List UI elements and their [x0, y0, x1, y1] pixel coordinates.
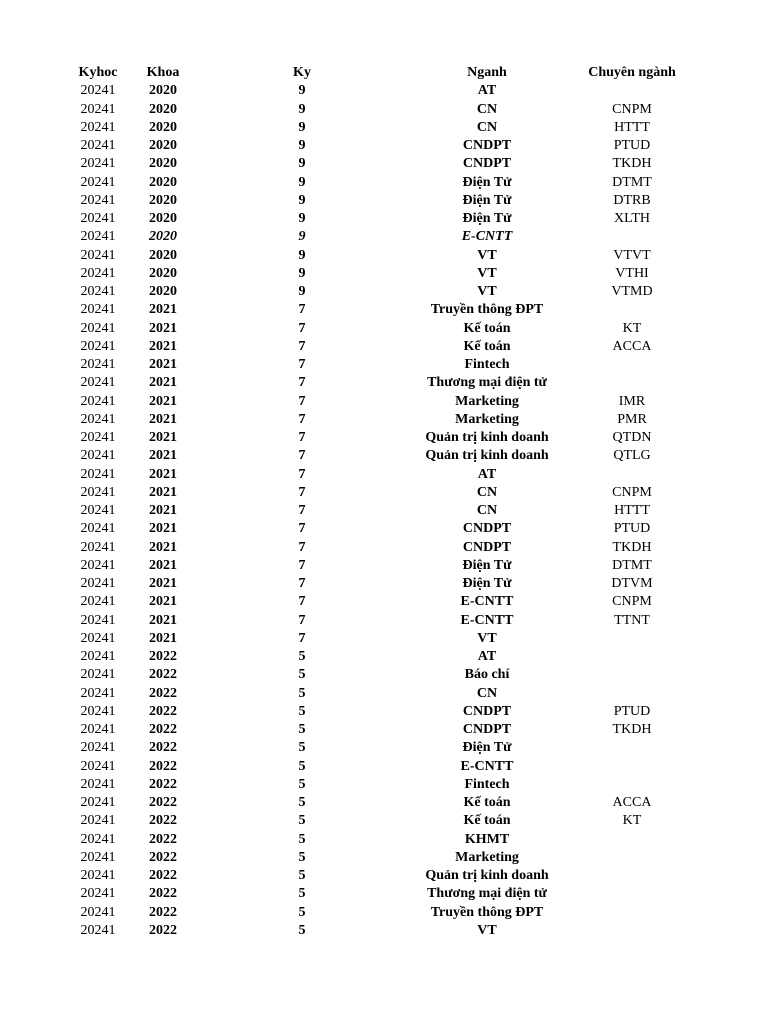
table-row [0, 758, 768, 776]
cell-ky: 9 [298, 284, 306, 299]
table-row [0, 502, 768, 520]
cell-nganh: CN [476, 503, 498, 518]
cell-ky: 9 [298, 211, 306, 226]
cell-ky: 5 [298, 868, 306, 883]
cell-khoa: 2021 [149, 612, 177, 628]
cell-ky: 5 [298, 813, 306, 829]
cell-kyhoc: 20241 [80, 411, 116, 427]
table-row [0, 776, 768, 794]
cell-ky: 5 [298, 831, 306, 847]
table-row [0, 612, 768, 630]
table-row [0, 849, 768, 867]
cell-chuyen-nganh: ACCA [612, 338, 652, 354]
cell-nganh: AT [477, 83, 497, 99]
cell-kyhoc: 20241 [80, 302, 116, 318]
table-row [0, 119, 768, 137]
cell-nganh: Báo chí [464, 667, 510, 683]
cell-kyhoc: 20241 [80, 922, 116, 938]
cell-chuyen-nganh: ACCA [612, 795, 652, 810]
cell-kyhoc: 20241 [80, 521, 116, 537]
cell-kyhoc: 20241 [80, 357, 116, 372]
cell-khoa: 2022 [149, 831, 177, 847]
cell-kyhoc: 20241 [80, 776, 116, 792]
cell-khoa: 2021 [149, 630, 177, 646]
cell-nganh: Điện Tử [462, 576, 512, 591]
cell-kyhoc: 20241 [80, 83, 116, 99]
cell-nganh: CNDPT [462, 521, 512, 537]
cell-khoa: 2020 [149, 229, 177, 245]
cell-nganh: CNDPT [462, 138, 512, 153]
cell-ky: 5 [298, 722, 306, 737]
cell-ky: 9 [298, 101, 306, 117]
cell-nganh: AT [477, 466, 497, 482]
cell-khoa: 2021 [149, 484, 177, 500]
table-row [0, 904, 768, 922]
cell-nganh: CN [476, 685, 498, 701]
cell-khoa: 2020 [149, 174, 177, 190]
table-row [0, 429, 768, 447]
cell-kyhoc: 20241 [80, 630, 116, 646]
cell-ky: 9 [298, 192, 306, 208]
cell-kyhoc: 20241 [80, 758, 116, 774]
cell-khoa: 2022 [149, 886, 177, 902]
cell-chuyen-nganh: TKDH [612, 539, 652, 555]
cell-khoa: 2020 [149, 247, 177, 263]
table-row [0, 356, 768, 374]
table-row [0, 466, 768, 484]
table-row [0, 867, 768, 885]
cell-chuyen-nganh: IMR [618, 393, 646, 409]
table-row [0, 557, 768, 575]
cell-kyhoc: 20241 [80, 119, 116, 135]
cell-ky: 7 [298, 430, 306, 445]
cell-khoa: 2021 [149, 411, 177, 427]
cell-nganh: CN [476, 119, 498, 135]
cell-nganh: Marketing [455, 393, 519, 409]
cell-ky: 9 [298, 247, 306, 263]
cell-kyhoc: 20241 [80, 557, 116, 573]
cell-nganh: Kế toán [463, 338, 511, 354]
cell-khoa: 2021 [149, 393, 177, 409]
cell-khoa: 2021 [149, 594, 177, 610]
cell-nganh: Thương mại điện tử [427, 375, 547, 391]
cell-ky: 7 [298, 375, 306, 391]
table-row [0, 703, 768, 721]
table-row [0, 922, 768, 940]
cell-ky: 5 [298, 740, 306, 756]
cell-khoa: 2021 [149, 503, 177, 518]
cell-kyhoc: 20241 [80, 503, 116, 518]
table-row [0, 520, 768, 538]
cell-nganh: Marketing [455, 411, 519, 427]
cell-nganh: AT [477, 649, 497, 664]
cell-chuyen-nganh: TKDH [612, 722, 652, 737]
cell-khoa: 2021 [149, 466, 177, 482]
cell-nganh: Truyền thông ĐPT [430, 904, 544, 920]
cell-ky: 5 [298, 849, 306, 865]
cell-nganh: E-CNTT [461, 229, 513, 245]
cell-chuyen-nganh: PTUD [613, 138, 651, 153]
cell-khoa: 2021 [149, 448, 177, 464]
cell-chuyen-nganh: XLTH [613, 211, 651, 226]
cell-nganh: E-CNTT [460, 594, 514, 610]
cell-chuyen-nganh: DTVM [611, 576, 653, 591]
table-row [0, 210, 768, 228]
cell-chuyen-nganh: TTNT [614, 612, 650, 628]
cell-kyhoc: 20241 [80, 904, 116, 920]
cell-nganh: CNDPT [462, 539, 512, 555]
cell-nganh: VT [477, 630, 497, 646]
cell-nganh: CNDPT [462, 156, 512, 172]
cell-ky: 9 [298, 174, 306, 190]
cell-chuyen-nganh: PMR [617, 411, 647, 427]
cell-nganh: Quản trị kinh doanh [425, 448, 549, 464]
cell-khoa: 2022 [149, 740, 177, 756]
cell-kyhoc: 20241 [80, 813, 116, 829]
cell-chuyen-nganh: DTMT [612, 174, 652, 190]
cell-kyhoc: 20241 [80, 484, 116, 500]
cell-chuyen-nganh: CNPM [612, 484, 652, 500]
cell-khoa: 2022 [149, 776, 177, 792]
cell-ky: 9 [298, 265, 306, 281]
table-row [0, 630, 768, 648]
cell-ky: 7 [298, 448, 306, 464]
cell-kyhoc: 20241 [80, 284, 116, 299]
cell-ky: 7 [298, 393, 306, 409]
table-row [0, 247, 768, 265]
cell-nganh: Quản trị kinh doanh [425, 868, 549, 883]
cell-chuyen-nganh: VTHI [615, 265, 649, 281]
table-row [0, 320, 768, 338]
cell-chuyen-nganh: KT [622, 320, 642, 336]
cell-khoa: 2020 [149, 265, 177, 281]
cell-ky: 5 [298, 776, 306, 792]
cell-khoa: 2022 [149, 685, 177, 701]
table-row [0, 265, 768, 283]
cell-ky: 7 [298, 503, 306, 518]
table-row [0, 685, 768, 703]
cell-kyhoc: 20241 [80, 320, 116, 336]
table-row [0, 812, 768, 830]
cell-khoa: 2022 [149, 667, 177, 683]
cell-nganh: Marketing [455, 849, 519, 865]
cell-chuyen-nganh: VTVT [613, 247, 651, 263]
cell-khoa: 2021 [149, 576, 177, 591]
cell-nganh: Quản trị kinh doanh [425, 430, 549, 445]
cell-ky: 5 [298, 886, 306, 902]
cell-kyhoc: 20241 [80, 685, 116, 701]
cell-khoa: 2022 [149, 813, 177, 829]
cell-ky: 7 [298, 521, 306, 537]
cell-chuyen-nganh: HTTT [614, 503, 650, 518]
cell-kyhoc: 20241 [80, 594, 116, 610]
cell-ky: 9 [298, 229, 306, 245]
cell-khoa: 2022 [149, 703, 177, 719]
cell-kyhoc: 20241 [80, 466, 116, 482]
table-row [0, 374, 768, 392]
table-row [0, 539, 768, 557]
cell-ky: 9 [298, 138, 306, 153]
cell-ky: 7 [298, 576, 306, 591]
cell-nganh: Điện Tử [462, 740, 512, 756]
cell-ky: 7 [298, 539, 306, 555]
cell-kyhoc: 20241 [80, 703, 116, 719]
cell-ky: 7 [298, 557, 306, 573]
cell-nganh: Fintech [464, 776, 510, 792]
cell-khoa: 2022 [149, 722, 177, 737]
cell-khoa: 2022 [149, 922, 177, 938]
cell-nganh: CNDPT [462, 703, 512, 719]
cell-kyhoc: 20241 [80, 174, 116, 190]
cell-kyhoc: 20241 [80, 338, 116, 354]
cell-ky: 5 [298, 703, 306, 719]
cell-kyhoc: 20241 [80, 430, 116, 445]
cell-kyhoc: 20241 [80, 612, 116, 628]
cell-kyhoc: 20241 [80, 393, 116, 409]
table-row [0, 447, 768, 465]
table-row [0, 794, 768, 812]
cell-chuyen-nganh: CNPM [612, 101, 652, 117]
cell-nganh: Thương mại điện tử [427, 886, 547, 902]
cell-nganh: VT [477, 265, 497, 281]
cell-nganh: CN [476, 484, 498, 500]
cell-khoa: 2020 [149, 119, 177, 135]
table-row [0, 192, 768, 210]
table-row [0, 137, 768, 155]
cell-kyhoc: 20241 [80, 886, 116, 902]
table-row [0, 739, 768, 757]
header-ky: Ky [293, 65, 311, 80]
cell-nganh: Kế toán [463, 320, 511, 336]
cell-khoa: 2021 [149, 302, 177, 318]
table-row [0, 831, 768, 849]
cell-ky: 5 [298, 795, 306, 810]
table-row [0, 155, 768, 173]
cell-kyhoc: 20241 [80, 448, 116, 464]
cell-khoa: 2020 [149, 192, 177, 208]
cell-ky: 7 [298, 338, 306, 354]
cell-ky: 7 [298, 594, 306, 610]
cell-kyhoc: 20241 [80, 247, 116, 263]
table-row [0, 885, 768, 903]
cell-nganh: Điện Tử [462, 192, 512, 208]
table-row [0, 283, 768, 301]
table-header [0, 64, 768, 82]
cell-ky: 9 [298, 119, 306, 135]
cell-khoa: 2020 [149, 284, 177, 299]
cell-kyhoc: 20241 [80, 795, 116, 810]
cell-kyhoc: 20241 [80, 667, 116, 683]
cell-khoa: 2022 [149, 904, 177, 920]
table-row [0, 301, 768, 319]
table-row [0, 648, 768, 666]
cell-khoa: 2022 [149, 849, 177, 865]
cell-kyhoc: 20241 [80, 722, 116, 737]
schedule-table [0, 64, 768, 940]
cell-khoa: 2021 [149, 521, 177, 537]
cell-kyhoc: 20241 [80, 740, 116, 756]
cell-ky: 5 [298, 649, 306, 664]
cell-ky: 7 [298, 612, 306, 628]
cell-chuyen-nganh: PTUD [613, 703, 651, 719]
cell-chuyen-nganh: TKDH [612, 156, 652, 172]
cell-nganh: E-CNTT [460, 758, 514, 774]
cell-ky: 5 [298, 667, 306, 683]
cell-nganh: Fintech [464, 357, 510, 372]
cell-kyhoc: 20241 [80, 101, 116, 117]
cell-ky: 5 [298, 758, 306, 774]
table-row [0, 338, 768, 356]
cell-ky: 5 [298, 904, 306, 920]
table-row [0, 174, 768, 192]
cell-khoa: 2021 [149, 539, 177, 555]
header-kyhoc: Kyhoc [78, 65, 118, 80]
table-row [0, 666, 768, 684]
cell-chuyen-nganh: HTTT [614, 119, 650, 135]
header-khoa: Khoa [146, 65, 180, 80]
cell-kyhoc: 20241 [80, 576, 116, 591]
cell-kyhoc: 20241 [80, 849, 116, 865]
cell-kyhoc: 20241 [80, 192, 116, 208]
cell-kyhoc: 20241 [80, 229, 116, 245]
cell-nganh: Điện Tử [462, 174, 512, 190]
cell-chuyen-nganh: KT [622, 813, 642, 829]
cell-chuyen-nganh: VTMD [611, 284, 653, 299]
cell-khoa: 2022 [149, 649, 177, 664]
cell-ky: 9 [298, 156, 306, 172]
table-row [0, 82, 768, 100]
cell-ky: 7 [298, 630, 306, 646]
table-body [0, 82, 768, 940]
cell-chuyen-nganh: DTRB [613, 192, 651, 208]
cell-ky: 7 [298, 484, 306, 500]
cell-khoa: 2021 [149, 557, 177, 573]
cell-ky: 5 [298, 685, 306, 701]
cell-khoa: 2021 [149, 320, 177, 336]
cell-kyhoc: 20241 [80, 156, 116, 172]
cell-chuyen-nganh: PTUD [613, 521, 651, 537]
cell-khoa: 2020 [149, 138, 177, 153]
cell-nganh: Kế toán [463, 813, 511, 829]
cell-ky: 7 [298, 320, 306, 336]
cell-ky: 5 [298, 922, 306, 938]
table-row [0, 101, 768, 119]
table-row [0, 393, 768, 411]
cell-khoa: 2021 [149, 430, 177, 445]
cell-nganh: CN [476, 101, 498, 117]
cell-kyhoc: 20241 [80, 211, 116, 226]
cell-ky: 7 [298, 466, 306, 482]
cell-ky: 9 [298, 83, 306, 99]
cell-khoa: 2022 [149, 795, 177, 810]
cell-nganh: E-CNTT [460, 612, 514, 628]
header-chuyen-nganh: Chuyên ngành [588, 65, 676, 80]
cell-kyhoc: 20241 [80, 831, 116, 847]
table-row [0, 484, 768, 502]
table-row [0, 411, 768, 429]
header-nganh: Nganh [467, 65, 507, 80]
cell-nganh: KHMT [464, 831, 510, 847]
cell-kyhoc: 20241 [80, 868, 116, 883]
cell-kyhoc: 20241 [80, 649, 116, 664]
cell-chuyen-nganh: QTLG [613, 448, 651, 464]
cell-ky: 7 [298, 357, 306, 372]
table-row [0, 721, 768, 739]
cell-nganh: Điện Tử [462, 557, 512, 573]
cell-nganh: Truyền thông ĐPT [430, 302, 544, 318]
cell-khoa: 2022 [149, 758, 177, 774]
cell-chuyen-nganh: DTMT [612, 557, 652, 573]
cell-kyhoc: 20241 [80, 138, 116, 153]
cell-nganh: CNDPT [462, 722, 512, 737]
cell-khoa: 2020 [149, 101, 177, 117]
cell-khoa: 2021 [149, 375, 177, 391]
table-row [0, 593, 768, 611]
cell-khoa: 2020 [149, 156, 177, 172]
cell-kyhoc: 20241 [80, 265, 116, 281]
cell-nganh: Điện Tử [462, 211, 512, 226]
cell-nganh: VT [477, 284, 497, 299]
cell-kyhoc: 20241 [80, 539, 116, 555]
cell-khoa: 2021 [149, 338, 177, 354]
table-row [0, 575, 768, 593]
cell-chuyen-nganh: CNPM [612, 594, 652, 610]
cell-nganh: VT [477, 922, 497, 938]
cell-ky: 7 [298, 302, 306, 318]
cell-ky: 7 [298, 411, 306, 427]
cell-khoa: 2022 [149, 868, 177, 883]
cell-khoa: 2020 [149, 83, 177, 99]
cell-chuyen-nganh: QTDN [612, 430, 652, 445]
cell-nganh: VT [477, 247, 497, 263]
table-row [0, 228, 768, 246]
cell-khoa: 2021 [149, 357, 177, 372]
cell-nganh: Kế toán [463, 795, 511, 810]
cell-khoa: 2020 [149, 211, 177, 226]
cell-kyhoc: 20241 [80, 375, 116, 391]
